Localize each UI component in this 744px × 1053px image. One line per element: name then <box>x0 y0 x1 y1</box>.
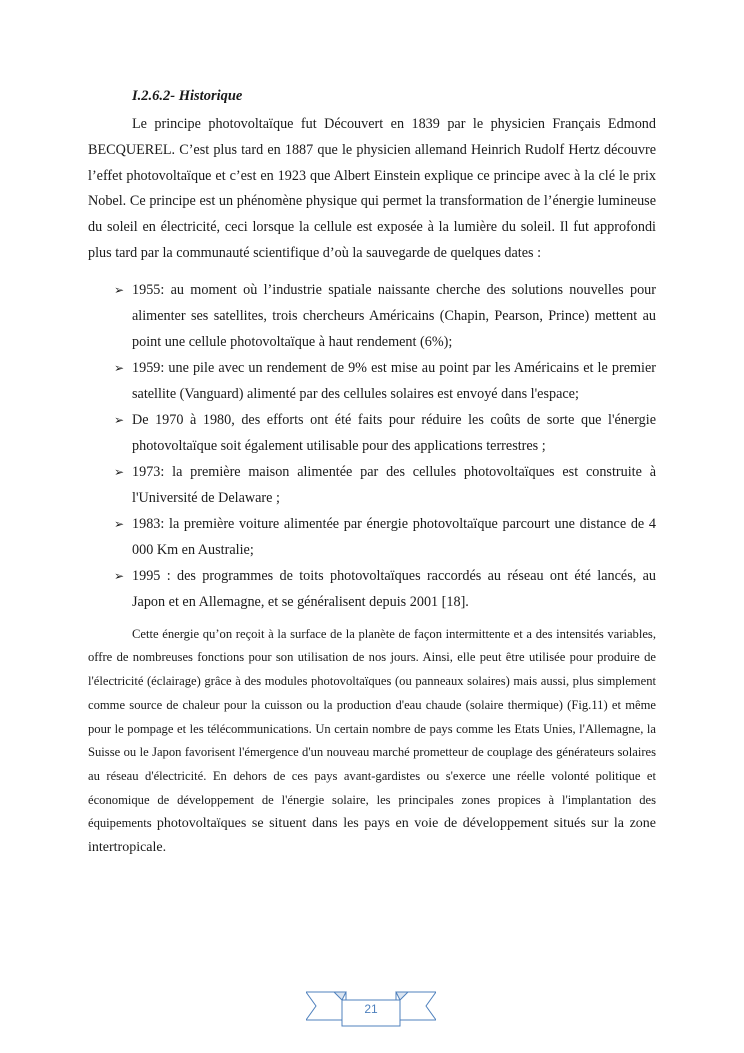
list-item: ➢ De 1970 à 1980, des efforts ont été faits pour réduire les coûts de sorte que l'énergie photovoltaïque soit également utilisable pour des applications terrestres ; <box>132 407 656 459</box>
arrow-bullet-icon: ➢ <box>114 282 125 297</box>
arrow-bullet-icon: ➢ <box>114 464 125 479</box>
history-list <box>88 277 656 615</box>
list-item: ➢ 1995 : des programmes de toits photovoltaïques raccordés au réseau ont été lancés, au Japon et en Allemagne, et se généralisent depuis 2001 [18]. <box>132 563 656 615</box>
list-item: ➢ 1973: la première maison alimentée par des cellules photovoltaïques est construite à l'Université de Delaware ; <box>132 459 656 511</box>
closing-paragraph: Cette énergie qu’on reçoit à la surface de la planète de façon intermittente et a des intensités variables, offre de nombreuses fonctions pour son utilisation de nos jours. Ainsi, elle peut être utilisée pour produire de l'électricité (éclairage) grâce à des modules photovoltaïques (ou panneaux solaires) mais aussi, plus simplement comme source de chaleur pour la cuisson ou la production d'eau chaude (solaire thermique) (Fig.11) et même pour le pompage et les télécommunications. Un certain nombre de pays comme les Etats Unies, l'Allemagne, la Suisse ou le Japon favorisent l'émergence d'un nouveau marché prometteur de couplage des générateurs solaires au réseau d'électricité. En dehors de ces pays avant-gardistes ou s'exerce une réelle volonté politique et économique de développement de l'énergie solaire, les principales zones propices à l'implantation des équipements photovoltaïques se situent dans les pays en voie de développement situés sur la zone intertropicale. <box>88 626 657 856</box>
list-item: ➢ 1983: la première voiture alimentée par énergie photovoltaïque parcourt une distance de 4 000 Km en Australie; <box>132 511 656 563</box>
section-heading: I.2.6.2- Historique <box>132 88 243 104</box>
document-page <box>88 86 656 860</box>
page-number: 21 <box>364 1002 378 1016</box>
arrow-bullet-icon: ➢ <box>114 568 125 583</box>
arrow-bullet-icon: ➢ <box>114 360 125 375</box>
arrow-bullet-icon: ➢ <box>114 516 125 531</box>
intro-paragraph: Le principe photovoltaïque fut Découvert en 1839 par le physicien Français Edmond BECQUEREL. C’est plus tard en 1887 que le physicien allemand Heinrich Rudolf Hertz découvre l’effet photovoltaïque et c’est en 1923 que Albert Einstein explique ce principe avec à la clé le prix Nobel. Ce principe est un phénomène physique qui permet la transformation de l’énergie lumineuse du soleil en électricité, ceci lorsque la cellule est exposée à la lumière du soleil. Il fut approfondi plus tard par la communauté scientifique d’où la sauvegarde de quelques dates : <box>88 116 656 261</box>
page-footer <box>306 990 436 1028</box>
list-item: ➢ 1955: au moment où l’industrie spatiale naissante cherche des solutions nouvelles pour alimenter ses satellites, trois chercheurs Américains (Chapin, Pearson, Prince) mettent au point une cellule photovoltaïque à haut rendement (6%); <box>132 277 656 355</box>
list-item: ➢ 1959: une pile avec un rendement de 9% est mise au point par les Américains et le premier satellite (Vanguard) alimenté par des cellules solaires est envoyé dans l'espace; <box>132 355 656 407</box>
arrow-bullet-icon: ➢ <box>114 412 125 427</box>
